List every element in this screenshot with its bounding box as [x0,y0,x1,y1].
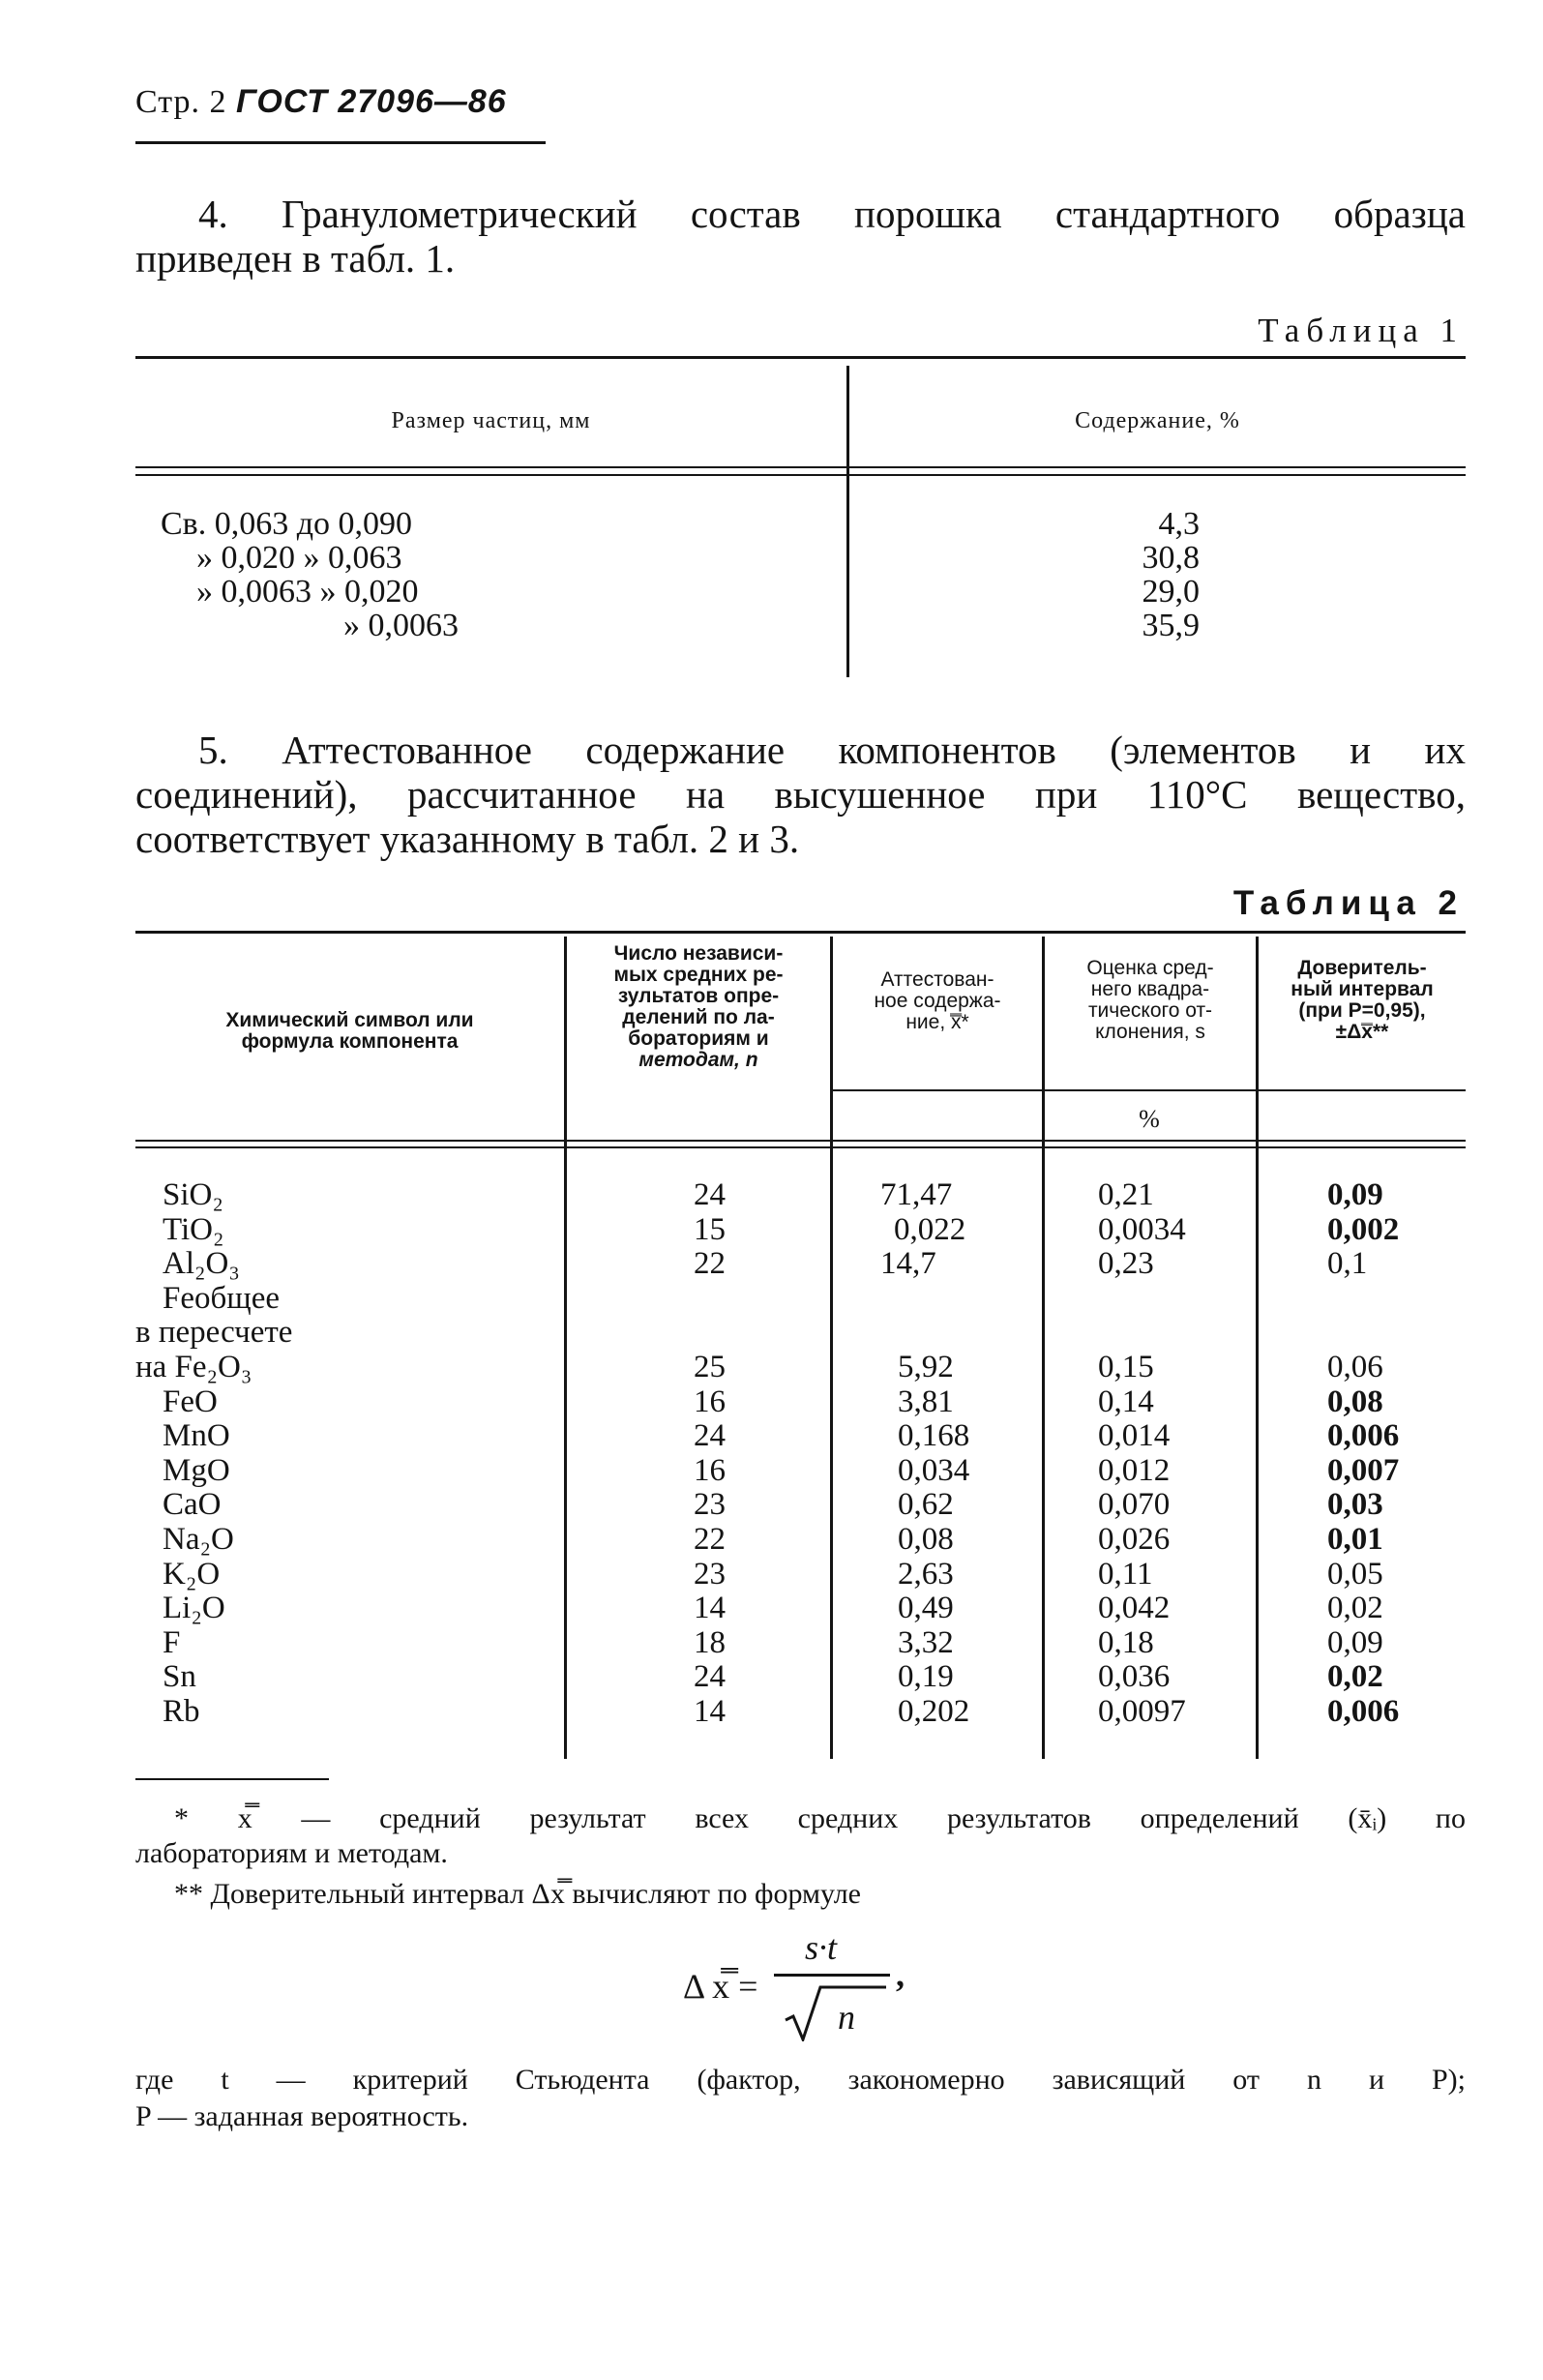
table-2-unit-rule [833,1089,1466,1091]
table-1-header-rule-1 [135,466,1466,468]
table-2-ci-column [1327,1178,1443,1730]
certified-cell: 71,47 [880,1177,953,1212]
certified-cell: 2,63 [898,1556,954,1592]
table-1-header-rule-2 [135,474,1466,476]
formula-fraction-bar [774,1974,890,1977]
page-header [135,83,507,121]
ci-cell: 0,09 [1327,1624,1383,1660]
ci-cell: 0,01 [1327,1521,1383,1557]
component-cell: Al₂O₃ [163,1246,240,1282]
formula-numerator: s·t [805,1928,838,1967]
where-line-1: где t — критерий Стьюдента (фактор, закономерно зависящий от n и P); [135,2064,1466,2096]
certified-cell: 0,034 [898,1452,970,1488]
header-line: методам, n [638,1049,758,1071]
n-cell: 16 [694,1383,726,1419]
component-cell: на Fe₂O₃ [135,1349,252,1384]
header-line: клонения, s [1095,1021,1205,1043]
sd-cell: 0,18 [1098,1624,1154,1660]
footnote-1-line-2: лабораториям и методам. [135,1837,448,1869]
component-cell: Feобщее [163,1280,280,1316]
component-cell: CaO [163,1487,222,1523]
header-line: Оценка сред- [1086,957,1214,979]
footnote-2: ** Доверительный интервал Δx̿ вычисляют по формуле [174,1878,861,1910]
header-line: зультатов опре- [617,985,780,1007]
table-1-content-row-1: 4,3 [1158,506,1200,542]
section-5-line-3: соответствует указанному в табл. 2 и 3. [135,817,800,861]
ci-cell: 0,09 [1327,1177,1383,1212]
n-cell: 22 [694,1521,726,1557]
header-line: формула компонента [241,1030,459,1053]
footnote-1-line-1: * x̿ — средний результат всех средних результатов определений (x̄ᵢ) по [174,1802,1466,1834]
n-cell: 23 [694,1556,726,1592]
sd-cell: 0,23 [1098,1246,1154,1282]
table-2-ci-header [1259,958,1466,1043]
certified-cell: 0,168 [898,1418,970,1454]
table-2-divider-3 [1042,937,1045,1759]
table-1-size-row-1: Св. 0,063 до 0,090 [161,506,413,542]
n-cell: 18 [694,1624,726,1660]
certified-cell [880,1316,1025,1351]
component-cell: TiO₂ [163,1211,224,1247]
header-line: Химический символ или [225,1009,474,1031]
ci-cell: 0,02 [1327,1659,1383,1695]
ci-cell: 0,08 [1327,1383,1383,1419]
table-1-caption: Таблица 1 [1258,312,1464,349]
sd-cell [1098,1316,1233,1351]
component-cell: в пересчете [135,1315,293,1351]
component-cell: MgO [163,1452,230,1488]
header-line: тического от- [1087,999,1213,1022]
sd-cell: 0,0097 [1098,1693,1186,1729]
header-line: ное содержа- [874,990,1001,1012]
table-1-top-rule [135,356,1466,359]
certified-cell: 5,92 [898,1349,954,1384]
sqrt-sign-icon [782,1983,888,2041]
header-line: Число независи- [613,942,784,965]
certified-cell: 0,08 [898,1521,954,1557]
component-cell: K₂O [163,1556,221,1592]
table-2-caption: Таблица 2 [1232,884,1464,922]
certified-cell: 3,32 [898,1624,954,1660]
table-2-top-rule [135,931,1466,934]
section-4-line-2: приведен в табл. 1. [135,236,456,281]
component-cell: Na₂O [163,1521,234,1557]
header-line: мых средних ре- [613,964,784,986]
n-cell [668,1316,726,1351]
table-1-size-row-3: » 0,0063 » 0,020 [196,574,419,610]
header-line: Доверитель- [1297,957,1427,979]
header-line: Аттестован- [880,968,994,991]
ci-cell: 0,03 [1327,1487,1383,1523]
table-2-sd-column [1098,1178,1233,1730]
n-cell: 15 [694,1211,726,1247]
section-4-line-1: 4. Гранулометрический состав порошка стандартного образца [198,192,1466,236]
table-2-components [135,1178,561,1730]
n-cell: 24 [694,1177,726,1212]
table-1-content-row-4: 35,9 [1142,608,1200,643]
certified-cell: 0,62 [898,1487,954,1523]
footnote-rule [135,1778,329,1780]
header-line: ние, x̿* [905,1011,969,1033]
where-line-2: P — заданная вероятность. [135,2100,469,2132]
n-cell: 16 [694,1452,726,1488]
header-line: него квадра- [1090,978,1210,1000]
n-cell: 24 [694,1659,726,1695]
sd-cell: 0,21 [1098,1177,1154,1212]
sd-cell: 0,036 [1098,1659,1171,1695]
sd-cell: 0,15 [1098,1349,1154,1384]
table-2-n-column [668,1178,726,1730]
n-cell: 14 [694,1693,726,1729]
certified-cell: 0,022 [894,1211,966,1247]
component-cell: FeO [163,1383,218,1419]
ci-cell [1327,1316,1443,1351]
header-line: (при P=0,95), [1298,999,1426,1022]
component-cell: SiO₂ [163,1177,223,1212]
table-2-divider-2 [830,937,833,1759]
page-number: Стр. 2 [135,84,227,120]
ci-cell: 0,006 [1327,1418,1400,1454]
table-2-formula-header [135,1010,564,1053]
table-2-n-header [567,943,830,1071]
ci-cell [1327,1282,1443,1317]
table-1-content-row-2: 30,8 [1142,540,1200,576]
component-cell: Sn [163,1659,196,1695]
table-1-size-row-2: » 0,020 » 0,063 [196,540,402,576]
table-1-size-header: Размер частиц, мм [391,408,591,433]
n-cell: 25 [694,1349,726,1384]
header-line: ±Δx̿** [1335,1021,1389,1043]
ci-cell: 0,007 [1327,1452,1400,1488]
standard-number: ГОСТ 27096—86 [236,83,507,120]
ci-cell: 0,05 [1327,1556,1383,1592]
section-5-line-1: 5. Аттестованное содержание компонентов (элементов и их [198,728,1466,772]
formula-lhs: Δ x̿ = [683,1967,758,2006]
ci-cell: 0,1 [1327,1246,1368,1282]
sd-cell: 0,0034 [1098,1211,1186,1247]
table-1-size-row-4: » 0,0063 [343,608,459,643]
n-cell [668,1282,726,1317]
table-2-header-rule-1 [135,1140,1466,1142]
table-2-sd-header [1045,958,1256,1043]
component-cell: Rb [163,1693,200,1729]
n-cell: 14 [694,1591,726,1626]
n-cell: 24 [694,1418,726,1454]
ci-cell: 0,06 [1327,1349,1383,1384]
component-cell: MnO [163,1418,230,1454]
sd-cell [1098,1282,1233,1317]
certified-cell: 0,49 [898,1591,954,1626]
table-2-divider-4 [1256,937,1259,1759]
formula-denominator: n [838,1998,855,2037]
component-cell: Li₂O [163,1591,225,1626]
certified-cell: 0,202 [898,1693,970,1729]
header-line: бораториям и [628,1027,769,1050]
certified-cell: 0,19 [898,1659,954,1695]
table-2-certified-column [880,1178,1025,1730]
sd-cell: 0,026 [1098,1521,1171,1557]
sd-cell: 0,012 [1098,1452,1171,1488]
header-rule [135,141,546,144]
table-1-content-row-3: 29,0 [1142,574,1200,610]
table-2-unit: % [1139,1105,1160,1133]
header-line: делений по ла- [622,1006,775,1028]
sd-cell: 0,14 [1098,1383,1154,1419]
sd-cell: 0,014 [1098,1418,1171,1454]
table-1-content-header: Содержание, % [1075,408,1240,433]
ci-cell: 0,006 [1327,1693,1400,1729]
formula-comma: , [896,1955,905,1994]
n-cell: 22 [694,1246,726,1282]
sd-cell: 0,11 [1098,1556,1153,1592]
certified-cell: 3,81 [898,1383,954,1419]
sd-cell: 0,042 [1098,1591,1171,1626]
ci-cell: 0,02 [1327,1591,1383,1626]
section-5-line-2: соединений), рассчитанное на высушенное при 110°С вещество, [135,772,1466,817]
table-2-header-rule-2 [135,1146,1466,1148]
component-cell: F [163,1624,181,1660]
table-2-certified-header [833,969,1042,1033]
header-line: ный интервал [1291,978,1434,1000]
sd-cell: 0,070 [1098,1487,1171,1523]
certified-cell: 14,7 [880,1246,936,1282]
n-cell: 23 [694,1487,726,1523]
certified-cell [880,1282,1025,1317]
ci-cell: 0,002 [1327,1211,1400,1247]
